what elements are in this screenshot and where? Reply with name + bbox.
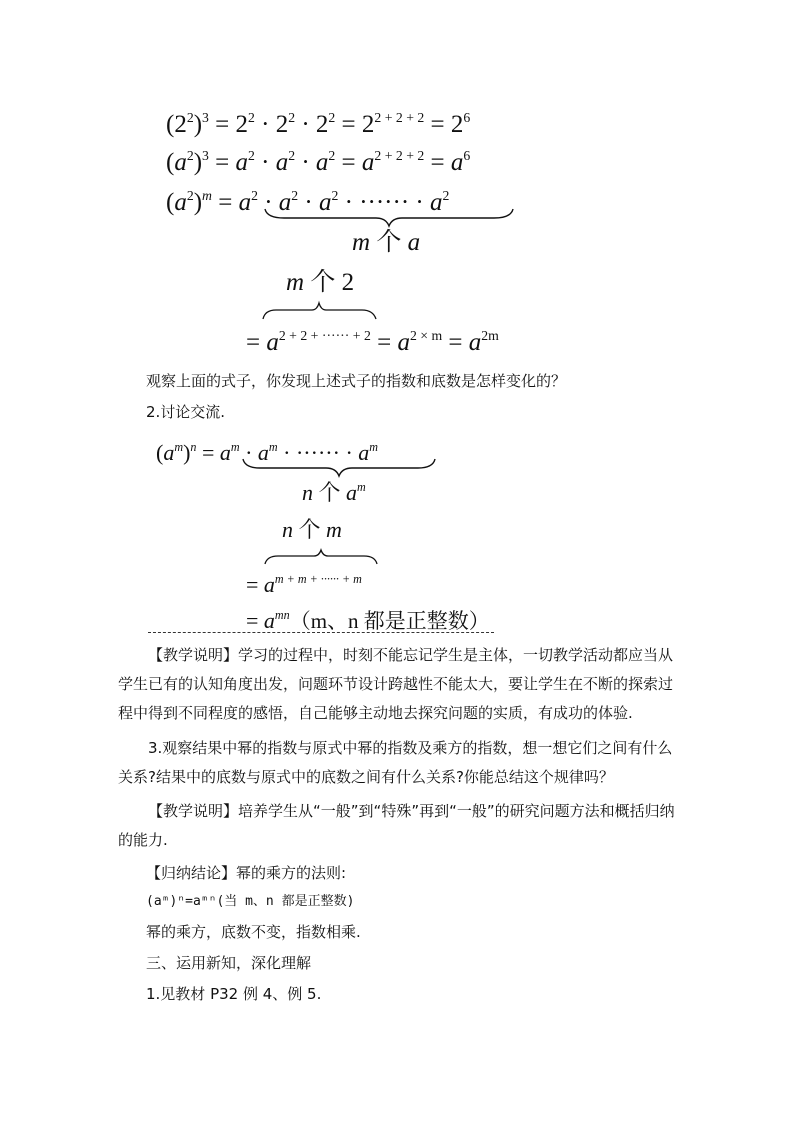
overbrace-label-1: m 个 2 [286,269,355,296]
conclusion: 【归纳结论】幂的乘方的法则: [146,864,347,882]
formula-line-3: $(a^2)^m = a^2 \cdot a^2 \cdot a^2$ · ······ · $a^2$ [166,187,450,216]
brace-label-1: m 个 a [352,229,421,256]
rule-words: 幂的乘方，底数不变，指数相乘. [146,923,361,941]
underbrace-2 [242,458,436,480]
formula-line-2: $(a^2)^3 = a^2 \cdot a^2 \cdot a^2 = a^{2 + 2 + 2} = a^6$ [166,147,471,176]
formula-line-6: = $a^{m + m + \cdot\cdot\cdot\cdot\cdot\cdot + m}$ [246,571,362,597]
dashed-separator [148,632,494,633]
formula-line-5: $(a^m)^n = a^m \cdot a^m$ · ······ · $a^m$ [156,439,379,465]
section-3-heading: 三、运用新知，深化理解 [146,954,312,972]
textbook-reference: 1.见教材 P32 例 4、例 5. [146,985,322,1003]
discuss-heading: 2.讨论交流. [146,403,226,421]
question-3: 3.观察结果中幂的指数与原式中幂的指数及乘方的指数，想一想它们之间有什么关系?结果中的底数与原式中的底数之间有什么关系?你能总结这个规律吗？ [118,739,673,786]
formula-line-4: = $a^{2 + 2 + \cdot\cdot\cdot\cdot\cdot\cdot + 2} = a^{2 \times m} = a^{2m}$ [246,327,499,356]
teaching-note-1: 【教学说明】学习的过程中，时刻不能忘记学生是主体，一切教学活动都应当从学生已有的认知角度出发，问题环节设计跨越性不能太大，要让学生在不断的探索过程中得到不同程度的感悟，自己能够主动地去探究问题的实质，有成功的体验. [118,646,674,722]
formula-line-7: = $a^{mn}(m$、n 都是正整数） [246,607,490,633]
overbrace-1 [262,302,377,320]
overbrace-2 [264,549,378,565]
overbrace-label-2: n 个 m [282,517,342,542]
formula-line-1: $(2^2)^3 = 2^2 \cdot 2^2 \cdot 2^2 = 2^{2 + 2 + 2} = 2^6$ [166,109,471,138]
rule-formula: (aᵐ)ⁿ=aᵐⁿ(当 m、n 都是正整数) [146,894,355,909]
underbrace-1 [264,208,514,230]
brace-label-2: n 个 $a^m$ [302,479,366,505]
observe-question: 观察上面的式子，你发现上述式子的指数和底数是怎样变化的？ [146,372,567,390]
teaching-note-2: 【教学说明】培养学生从“一般”到“特殊”再到“一般”的研究问题方法和概括归纳的能力. [118,802,675,849]
